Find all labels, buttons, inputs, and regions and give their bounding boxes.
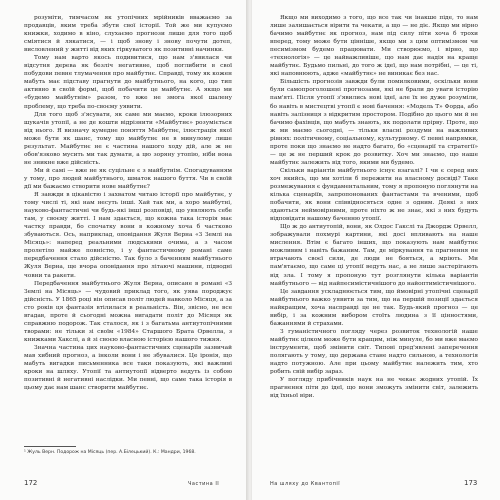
left-page-number: 172 — [24, 479, 38, 487]
paragraph: Це завдання ускладнюється тим, що ймовірні утопічні сценарії майбутнього важко уявити за тим, що на першій позиції здається найкращим, хоча насправді це не так. Будь-який прогноз — це вибір, і за кожним вибором стоїть людина з її цінностями, бажаннями й страхами. — [270, 288, 478, 327]
footnote: ¹ Жуль Верн. Подорож на Місяць (пер. А.Білецький). К.: Мандри, 1968. — [24, 450, 196, 455]
paragraph: З гуманістичного погляду через розвиток технологій наше майбутнє цілком може бути кращим, ніж минуле, бо ми вже маємо інструменти, щоб змінити світ. Типові пред'явлені заперечення полягають у тому, що держава стане надто сильною, а технологія надто потужною. Але при цьому майбутнє належить тим, хто робить свій вибір зараз. — [270, 328, 478, 376]
paragraph: Ми й самі — вже не як суцільне є з майбутнім. Спогадуванням у тому, про людей майбутнього, шматок нашого буття. Чи в своїй дії ми бажаємо створити нове майбутнє? — [24, 167, 232, 190]
paragraph: Значна частина цих науково-фантастичних сценаріїв зазвичай мав хибний прогноз, а інколи вони і не збувалися. Це іронія, що мабуть вигадки письменника все таки показують, які важливі кроки на шляху. Утопії та антиутопії відверто ведуть із собою позитивні й негативні наслідки. Ми певні, що саме така історія в цьому дає нам шанс створити майбутнє. — [24, 344, 232, 392]
paragraph: Тому нам варто якось подивитися, що нам з'явилася чи відсутня дерева як безліч негативне, щоб поглибити в свої побудови певне тлумачення про майбутнє. Справді, тому як кожен мабуть має підставу прагнути до майбутнього, на кого, що тип активно в своїй формі, щоб побачити це майбутнє. А якщо ми «будемо майбутнім» разом, то вже не змога якої шалену проблему, що треба по-своєму уявити. — [24, 55, 232, 110]
left-running-head: Частина ІІ — [188, 481, 220, 487]
paragraph: У погляду прибічників наук на не чекає жодних утопій. Їх прагнення піти до ідеї, що вони зможуть змінити світ, залежить від їхньої віри. — [270, 377, 478, 400]
footnote-rule — [24, 446, 76, 447]
paragraph: Я завжди в цікавістю і захватом читаю історії про майбутнє, у тому числі ті, які нам несуть інші. Хай так ми, а хоро майбутні, науково-фантастичні чи будь-які інші розповіді, що уявляють себе там, у своєму житті. І нам здається, що кожна така історія має частку правди, бо спочатку вони в кожному хоча б частково збуваються. Ось, наприклад, оповідання Жуля Верна «З Землі на Місяць»: наперед реальними людськими очима, а з часом пролетіло майже повністю, і у фантастичному романі саме передбачення стало дійсністю. Так було з баченням майбутнього Жуля Верна, ще вчора оповідання про літаючі машини, підводні човни та ракети. — [24, 192, 232, 279]
right-page — [252, 0, 500, 500]
right-page-number: 173 — [464, 479, 478, 487]
paragraph: Більшість прогнозів завжди були помилковими, оскільки вони були самопроголошені прогнозами, які не брали до уваги історію пам'яті. Після утопії з'явились нові ідеї, але їх не дуже розуміли, бо навіть в мистецтві утопії є нові бачення: «Модель Т» Форда, або навіть залізниця з відкритим простором. Подібно до цього ми й не бачимо фахівців, що мабуть знають, як подолати прірву. Проте, що ж ми маємо сьогодні, — тільки власні роздуми на важливих рівнях: політичному, соціальному, культурному. Є певні напрямки, проте поки що знаємо не надто багато, бо «сценарії та стратегії» — це ж не перший крок до розвитку. Хоч ми знаємо, що наше майбутнє залежить від того, якими ми будемо. — [270, 79, 478, 166]
paragraph: Передбачення майбутнього Жуля Верна, описане в романі «З Землі на Місяць» — чудовий приклад того, як уява породжує дійсність. У 1865 році він описав політ людей навколо Місяця, а за сто років ця фантазія втілилася в реальність. Він, звісно, не все вгадав, проте й сьогодні можна вигадати політ до Місяця як справжню подорож. Так сталося, як і з багатьма антиутопічними творами: не тільки зі своїм «1984» Старшого Брата Орвелла, з книжками Хакслі, а й зі своєю власною історією нашого тижня. — [24, 280, 232, 343]
paragraph: Що ж до антиутопій, вони, як Олдос Гакслі та Джордж Орвелл, зображували похмурі картини, які досі впливають на наше мислення. Втім є багато інших, що показують нам майбутнє можливим і навіть бажаним. Там, де міркування та прагнення не втрачають своєї сили, де люди не бояться, а мріють. Ми пам'ятаємо, що саме ці утопії ведуть нас, а не лише застерігають від зла. І тому я пропоную тут розглянути кілька варіантів майбутнього — від найпесимістичнішого до найоптимістичнішого. — [270, 224, 478, 287]
left-page-body — [24, 14, 232, 392]
paragraph: Скільки варіантів майбутнього існує взагалі? І чи є серед них хоч якийсь, що ми хотіли б пережити на власному досвіді? Таке розмежування є фундаментальним, тому я пропоную поглянути на кілька сценаріїв, запропонованих фантастами та вченими, щоб побачити, як вони співвідносяться одне з одним. Деякі з них здаються неймовірними, проте ніхто ж не знає, які з них будуть відповідати нашому баченню утопії. — [270, 167, 478, 223]
paragraph: Якщо ми виходимо з того, що все так чи інакше піде, то нам лише залишається вірити та чекати, а що — не діє. Якщо ми вірно бачимо майбутнє як прогноз, нам під силу піти хоча б трохи вперед, тому може бути цінніше, якщо ми з цим оптимізмом чи песимізмом будемо працювати. Ми створюємо, і вірно, що «технологія» — це найважливіше, що нам дає надія на краще майбутнє. Будьмо пильні, до того ж ідеї, що нам потрібні, — це ті, які наповнюють, адже «майбутнє» не виникає без нас. — [270, 15, 478, 78]
left-page — [0, 0, 248, 500]
right-running-head: На шляху до Квантопії — [270, 481, 341, 487]
paragraph: розуміти, тимчасом як утопічних мрійників вважаємо за продавців, яким треба збути свої історії. Той же ми купуємо книжки, ходимо в кіно, слухаємо прогнози лише для того щоб сміятися й лякатися, — і щоб знову і знову почути дотеп, висловлений у житті від яких гіркуватого як позитивні начинки. — [24, 15, 232, 54]
paragraph: Для того щоб з'ясувати, як саме ми маємо, кроки ілюзорних шукачів утопії, а не де кошти відрізнити «Майбутнє» розуміється від нього. Я визначу кумедне поняття Майбутнє, ілюстрація якої може бути як шанс, тому що майбутнє не в минулому лише результат. Майбутнє не є частина нашого ходу дій, але ж не обов'язково мусить ми так думати, а цю зоряну утопію, ніби вона не зникне вже дійсність. — [24, 111, 232, 166]
right-page-body — [270, 14, 478, 400]
